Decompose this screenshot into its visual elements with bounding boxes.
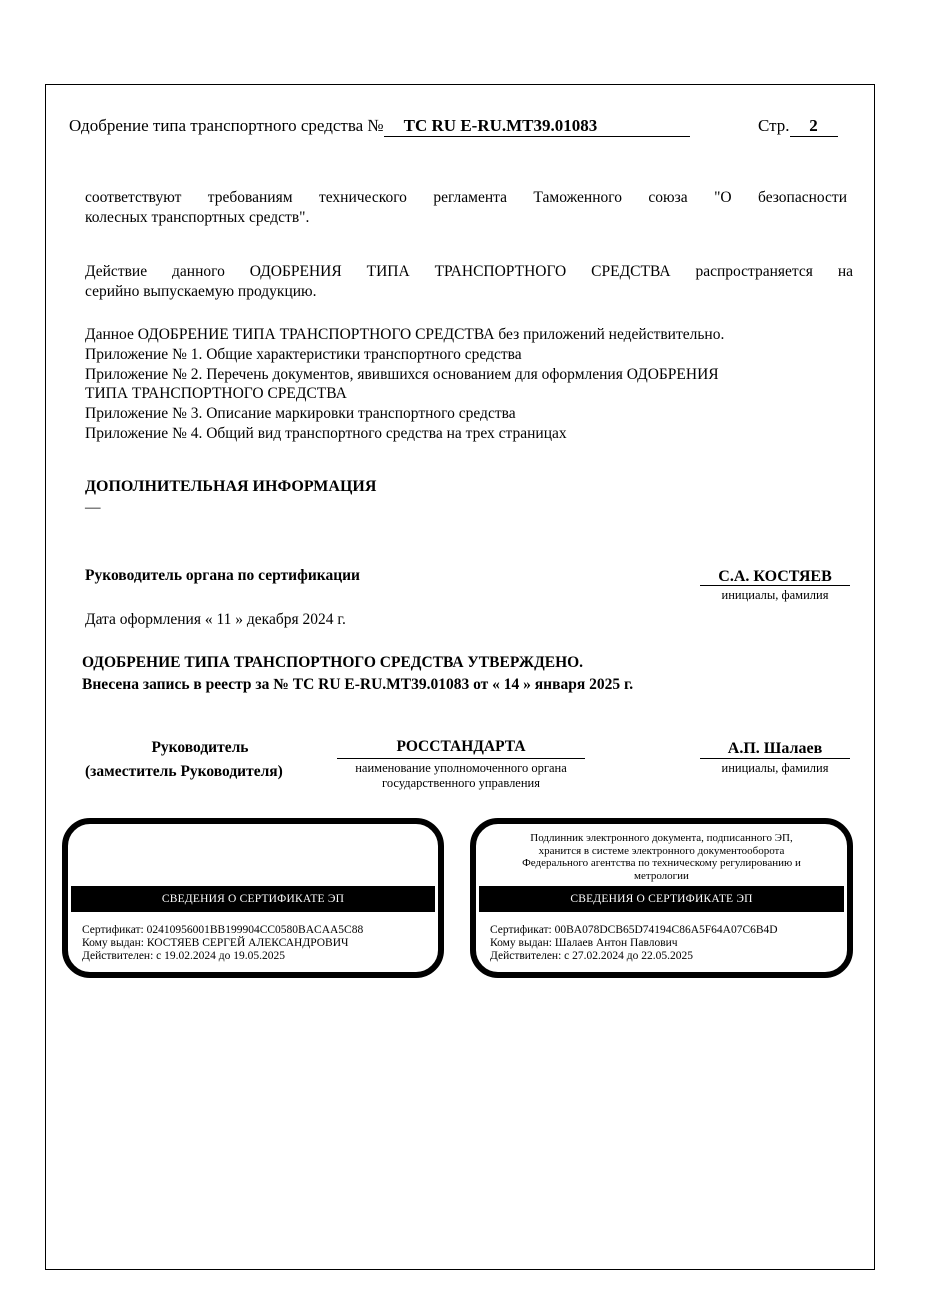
header-prefix: Одобрение типа транспортного средства № bbox=[69, 116, 384, 135]
list-item: Приложение № 3. Описание маркировки транспортного средства bbox=[85, 405, 516, 422]
certificate-validity: Действителен: с 19.02.2024 до 19.05.2025 bbox=[82, 950, 285, 962]
stamp-note-line: хранится в системе электронного документооборота bbox=[538, 844, 785, 857]
e-signature-stamp bbox=[470, 818, 853, 978]
page-number: 2 bbox=[790, 116, 838, 137]
paragraph-compliance-line1: соответствуют требованиям технического регламента Таможенного союза "О безопасности bbox=[85, 189, 847, 206]
signatory-name: А.П. Шалаев bbox=[727, 740, 823, 757]
signatory-caption: инициалы, фамилия bbox=[721, 761, 829, 775]
list-item: Приложение № 1. Общие характеристики транспортного средства bbox=[85, 346, 522, 363]
cert-body-head-caption: инициалы, фамилия bbox=[721, 588, 829, 602]
list-item: ТИПА ТРАНСПОРТНОГО СРЕДСТВА bbox=[85, 385, 347, 402]
certificate-info-bar: СВЕДЕНИЯ О СЕРТИФИКАТЕ ЭП bbox=[479, 886, 844, 912]
cert-body-head-name: С.А. КОСТЯЕВ bbox=[718, 568, 832, 585]
issue-date: Дата оформления « 11 » декабря 2024 г. bbox=[85, 611, 346, 628]
certificate-owner: Кому выдан: КОСТЯЕВ СЕРГЕЙ АЛЕКСАНДРОВИЧ bbox=[82, 937, 349, 949]
stamp-note-line: Подлинник электронного документа, подписанного ЭП, bbox=[530, 832, 793, 844]
registry-entry: Внесена запись в реестр за № ТС RU E-RU.МТ39.01083 от « 14 » января 2025 г. bbox=[82, 676, 634, 693]
page-label: Стр. bbox=[758, 116, 790, 135]
signatory-role-line1: Руководитель bbox=[151, 739, 249, 756]
approval-number: ТС RU E-RU.МТ39.01083 bbox=[384, 116, 690, 137]
authority-line bbox=[337, 758, 585, 759]
list-item: Приложение № 4. Общий вид транспортного средства на трех страницах bbox=[85, 425, 567, 442]
additional-info-title: ДОПОЛНИТЕЛЬНАЯ ИНФОРМАЦИЯ bbox=[85, 478, 377, 495]
authority-caption-line1: наименование уполномоченного органа bbox=[355, 761, 567, 775]
document-header bbox=[69, 116, 690, 137]
list-item: Данное ОДОБРЕНИЕ ТИПА ТРАНСПОРТНОГО СРЕДСТВА без приложений недействительно. bbox=[85, 326, 725, 343]
paragraph-compliance-line2: колесных транспортных средств". bbox=[85, 209, 310, 226]
page-indicator bbox=[758, 116, 838, 137]
certificate-owner: Кому выдан: Шалаев Антон Павлович bbox=[490, 937, 678, 949]
authority-caption-line2: государственного управления bbox=[382, 776, 540, 790]
certificate-validity: Действителен: с 27.02.2024 до 22.05.2025 bbox=[490, 950, 693, 962]
approval-statement: ОДОБРЕНИЕ ТИПА ТРАНСПОРТНОГО СРЕДСТВА УТВЕРЖДЕНО. bbox=[82, 654, 584, 671]
additional-info-value: — bbox=[85, 499, 101, 516]
list-item: Приложение № 2. Перечень документов, явившихся основанием для оформления ОДОБРЕНИЯ bbox=[85, 366, 719, 383]
e-signature-stamp bbox=[62, 818, 444, 978]
signatory-line bbox=[700, 758, 850, 759]
signatory-role-line2: (заместитель Руководителя) bbox=[85, 763, 283, 780]
cert-body-head-label: Руководитель органа по сертификации bbox=[85, 567, 360, 584]
certificate-number: Сертификат: 02410956001BB199904CC0580BACAA5C88 bbox=[82, 924, 364, 936]
paragraph-scope-line1: Действие данного ОДОБРЕНИЯ ТИПА ТРАНСПОРТНОГО СРЕДСТВА распространяется на bbox=[85, 263, 853, 280]
stamp-note-line: Федерального агентства по техническому регулированию и bbox=[522, 857, 801, 869]
certificate-number: Сертификат: 00BA078DCB65D74194C86A5F64A07C6B4D bbox=[490, 924, 778, 936]
signature-line bbox=[700, 585, 850, 586]
certificate-info-bar: СВЕДЕНИЯ О СЕРТИФИКАТЕ ЭП bbox=[71, 886, 435, 912]
authority-name: РОССТАНДАРТА bbox=[396, 738, 526, 755]
stamp-note-line: метрологии bbox=[634, 869, 689, 882]
paragraph-scope-line2: серийно выпускаемую продукцию. bbox=[85, 283, 317, 300]
